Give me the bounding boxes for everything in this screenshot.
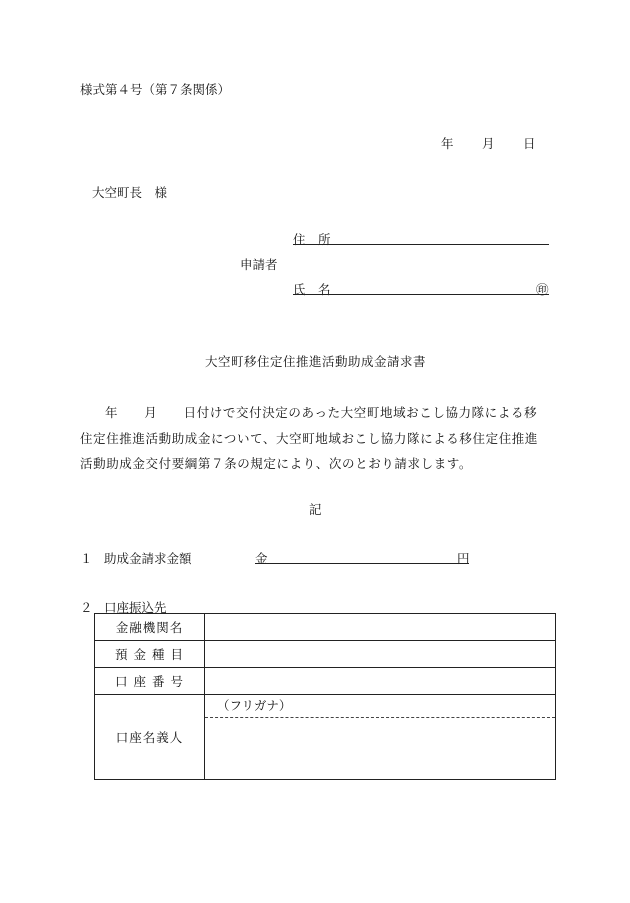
item1-number: １ (80, 551, 93, 566)
bank-name-label: 金融機関名 (95, 614, 205, 641)
amount-field[interactable] (255, 563, 469, 564)
amount-unit: 円 (457, 551, 470, 566)
body-line-1: 年 月 日付けで交付決定のあった大空町地域おこし協力隊による移 (105, 405, 538, 420)
seal-mark: ㊞ (536, 282, 549, 297)
addressee: 大空町長 様 (92, 185, 168, 200)
table-row (95, 695, 556, 780)
account-number-label: 口 座 番 号 (95, 668, 205, 695)
bank-account-table (94, 613, 556, 780)
furigana-label: （フリガナ） (205, 695, 555, 718)
item1-label: 助成金請求金額 (104, 551, 192, 566)
deposit-type-label: 預 金 種 目 (95, 641, 205, 668)
amount-prefix: 金 (255, 551, 268, 566)
body-line-2: 住定住推進活動助成金について、大空町地域おこし協力隊による移住定住推進 (80, 431, 539, 446)
table-row (95, 614, 556, 641)
name-field[interactable] (293, 294, 549, 295)
form-number: 様式第４号（第７条関係） (80, 82, 231, 97)
account-number-field[interactable] (205, 668, 556, 695)
date-year: 年 (441, 136, 454, 151)
ki-heading: 記 (309, 502, 322, 517)
bank-name-field[interactable] (205, 614, 556, 641)
address-field[interactable] (293, 244, 549, 245)
document-title: 大空町移住定住推進活動助成金請求書 (205, 354, 427, 369)
account-holder-label: 口座名義人 (95, 695, 205, 780)
date-day: 日 (523, 136, 536, 151)
item2-label: 口座振込先 (104, 600, 167, 615)
body-line-3: 活動助成金交付要綱第７条の規定により、次のとおり請求します。 (80, 456, 473, 471)
item2-number: ２ (80, 600, 93, 615)
applicant-label: 申請者 (240, 257, 278, 272)
name-label: 氏 名 (293, 282, 331, 297)
table-row (95, 641, 556, 668)
deposit-type-field[interactable] (205, 641, 556, 668)
account-holder-cell[interactable] (205, 695, 556, 780)
table-row (95, 668, 556, 695)
date-month: 月 (482, 136, 495, 151)
address-label: 住 所 (293, 232, 331, 247)
